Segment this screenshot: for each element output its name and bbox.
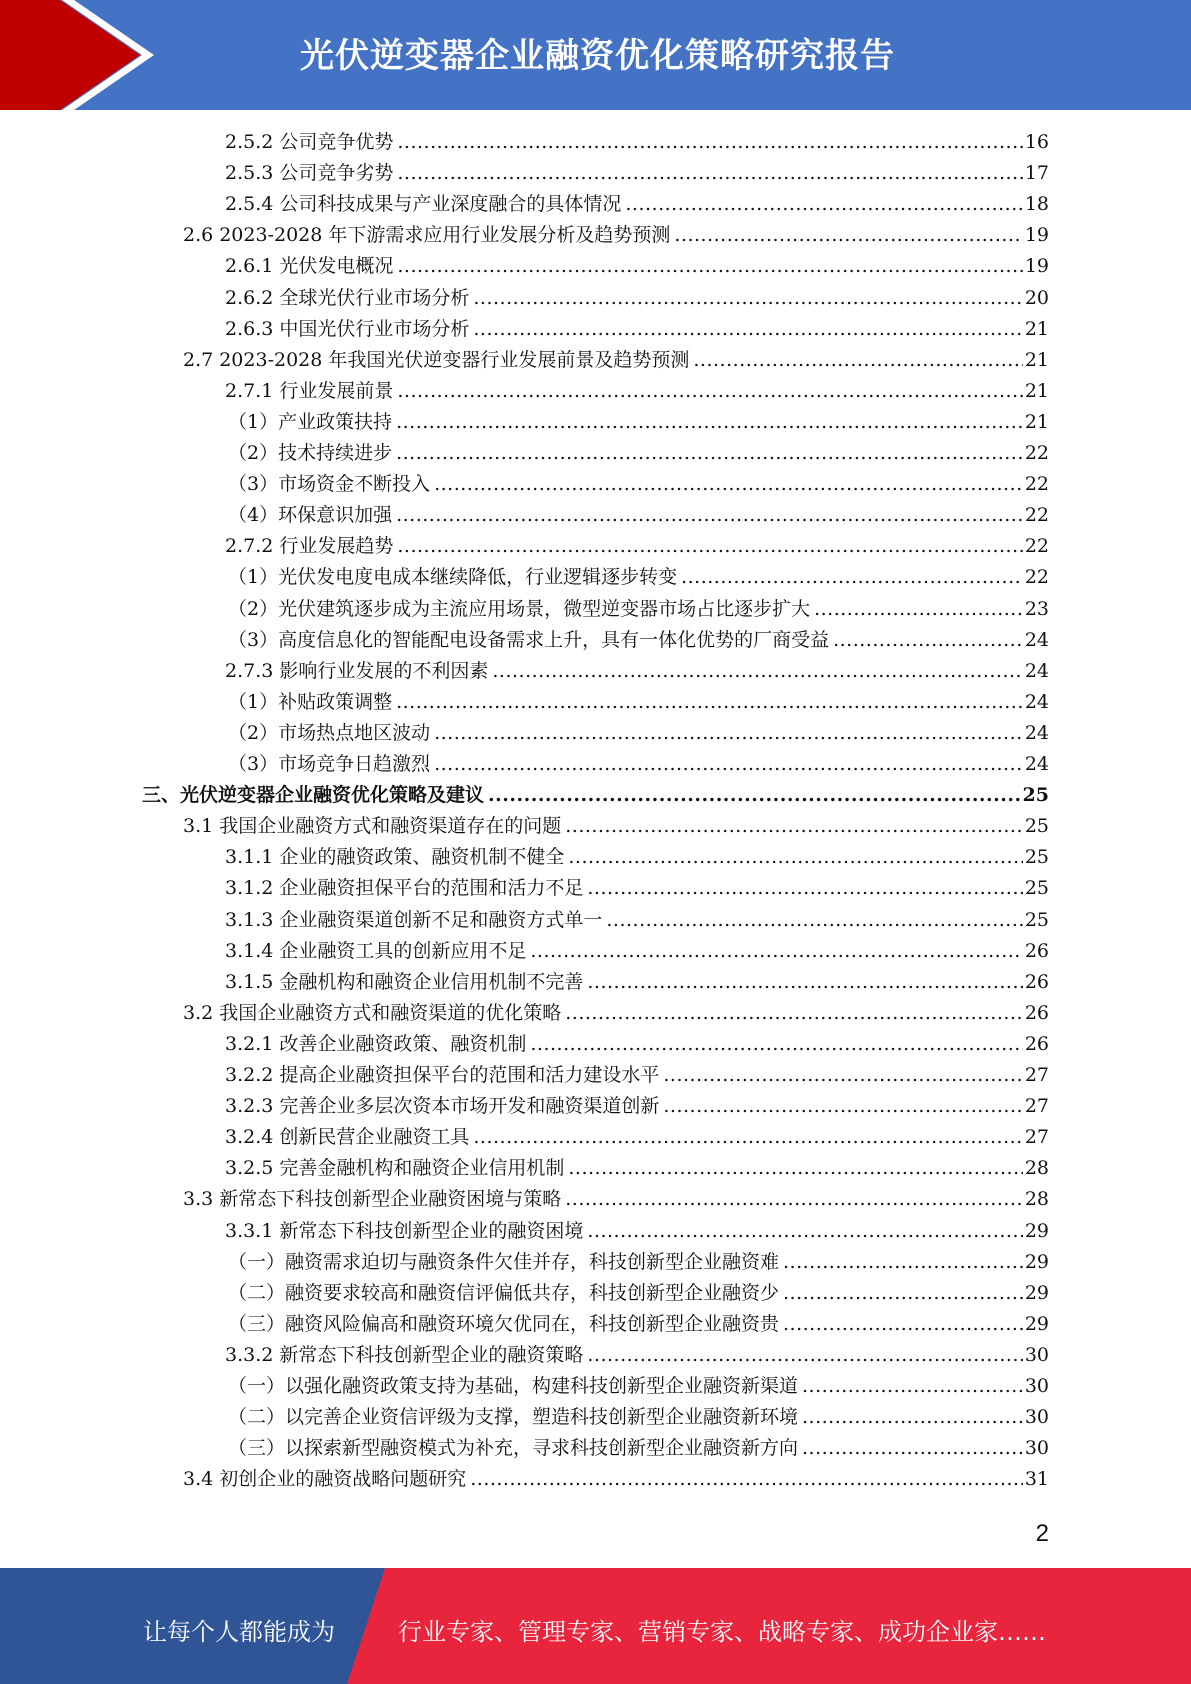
toc-entry-page: 28 — [1024, 1157, 1049, 1179]
toc-dot-leader — [393, 531, 1022, 562]
toc-entry[interactable] — [228, 687, 1049, 718]
toc-dot-leader — [392, 407, 1023, 438]
toc-entry[interactable] — [225, 656, 1049, 687]
toc-dot-leader — [621, 189, 1022, 220]
toc-entry[interactable] — [225, 967, 1049, 998]
toc-entry-title: 2023-2028 年下游需求应用行业发展分析及趋势预测 — [219, 224, 671, 246]
toc-entry-page: 22 — [1024, 535, 1049, 557]
toc-entry-number: 2.6 — [183, 224, 214, 246]
toc-dot-leader — [602, 905, 1022, 936]
toc-entry-number: 2.7.3 — [225, 660, 274, 682]
toc-entry[interactable] — [225, 158, 1049, 189]
toc-dot-leader — [810, 594, 1023, 625]
toc-entry-number: 3.2 — [183, 1002, 214, 1024]
toc-entry-number: 2.5.4 — [225, 193, 274, 215]
toc-dot-leader — [393, 376, 1022, 407]
toc-entry-number: 3.1.3 — [225, 909, 274, 931]
toc-entry-page: 25 — [1024, 846, 1049, 868]
toc-dot-leader — [484, 780, 1021, 811]
toc-entry-page: 20 — [1024, 287, 1049, 309]
toc-entry-page: 27 — [1024, 1126, 1049, 1148]
toc-dot-leader — [779, 1278, 1023, 1309]
toc-entry[interactable] — [228, 1247, 1049, 1278]
toc-dot-leader — [393, 158, 1022, 189]
toc-entry-title: 我国企业融资方式和融资渠道存在的问题 — [219, 815, 562, 837]
toc-entry-page: 19 — [1024, 224, 1049, 246]
toc-entry-page: 21 — [1024, 380, 1049, 402]
toc-entry-title: （二）融资要求较高和融资信评偏低共存，科技创新型企业融资少 — [228, 1282, 780, 1304]
toc-dot-leader — [469, 1122, 1022, 1153]
toc-dot-leader — [466, 1464, 1023, 1495]
toc-dot-leader — [561, 998, 1023, 1029]
toc-dot-leader — [430, 718, 1023, 749]
toc-dot-leader — [392, 500, 1023, 531]
toc-dot-leader — [689, 345, 1022, 376]
toc-entry-title: 提高企业融资担保平台的范围和活力建设水平 — [279, 1064, 660, 1086]
toc-entry-page: 25 — [1024, 877, 1049, 899]
toc-entry-page: 19 — [1024, 255, 1049, 277]
toc-entry-title: 我国企业融资方式和融资渠道的优化策略 — [219, 1002, 562, 1024]
toc-entry[interactable] — [228, 749, 1049, 780]
toc-entry-page: 28 — [1024, 1188, 1049, 1210]
toc-entry-number: 3.4 — [183, 1468, 214, 1490]
toc-entry-title: （3）市场竞争日趋激烈 — [228, 753, 431, 775]
toc-entry-title: 企业的融资政策、融资机制不健全 — [279, 846, 565, 868]
toc-entry-title: 企业融资担保平台的范围和活力不足 — [279, 877, 584, 899]
toc-dot-leader — [393, 127, 1022, 158]
toc-entry-title: （2）市场热点地区波动 — [228, 722, 431, 744]
toc-entry-title: 金融机构和融资企业信用机制不完善 — [279, 971, 584, 993]
toc-entry-page: 29 — [1024, 1251, 1049, 1273]
toc-entry[interactable] — [225, 1216, 1049, 1247]
toc-entry[interactable] — [225, 873, 1049, 904]
toc-dot-leader — [583, 967, 1022, 998]
toc-entry-title: 公司竞争优势 — [279, 131, 394, 153]
toc-entry[interactable] — [228, 500, 1049, 531]
toc-entry-title: 光伏发电概况 — [279, 255, 394, 277]
toc-entry-title: 行业发展前景 — [279, 380, 394, 402]
toc-entry-title: 2023-2028 年我国光伏逆变器行业发展前景及趋势预测 — [219, 349, 690, 371]
toc-entry-page: 29 — [1024, 1220, 1049, 1242]
toc-entry-title: 企业融资渠道创新不足和融资方式单一 — [279, 909, 603, 931]
toc-entry-number: 3.3.2 — [225, 1344, 274, 1366]
toc-entry-page: 24 — [1024, 660, 1049, 682]
toc-entry[interactable] — [225, 251, 1049, 282]
toc-dot-leader — [526, 936, 1022, 967]
toc-dot-leader — [677, 562, 1023, 593]
toc-entry-number: 3.3 — [183, 1188, 214, 1210]
toc-entry-number: 2.5.2 — [225, 131, 274, 153]
toc-entry[interactable] — [228, 469, 1049, 500]
toc-dot-leader — [392, 438, 1023, 469]
toc-entry[interactable] — [225, 1091, 1049, 1122]
toc-dot-leader — [430, 469, 1023, 500]
toc-entry[interactable] — [183, 1464, 1049, 1495]
toc-entry[interactable] — [183, 220, 1049, 251]
report-header-banner — [0, 0, 1191, 110]
footer-slogan-right: 行业专家、管理专家、营销专家、战略专家、成功企业家…… — [398, 1618, 1046, 1646]
toc-entry-number: 3.3.1 — [225, 1220, 274, 1242]
toc-entry-page: 26 — [1024, 940, 1049, 962]
toc-dot-leader — [583, 1340, 1022, 1371]
toc-entry-page: 24 — [1024, 691, 1049, 713]
toc-entry[interactable] — [225, 1060, 1049, 1091]
toc-entry-page: 30 — [1024, 1437, 1049, 1459]
toc-dot-leader — [469, 314, 1022, 345]
toc-dot-leader — [392, 687, 1023, 718]
toc-entry-page: 18 — [1024, 193, 1049, 215]
toc-dot-leader — [798, 1402, 1023, 1433]
toc-entry-title: 初创企业的融资战略问题研究 — [219, 1468, 467, 1490]
toc-entry[interactable] — [228, 1402, 1049, 1433]
footer-banner — [0, 1568, 1191, 1684]
toc-entry-title: （1）产业政策扶持 — [228, 411, 393, 433]
toc-entry[interactable] — [225, 1029, 1049, 1060]
toc-entry[interactable] — [228, 718, 1049, 749]
toc-entry-page: 24 — [1024, 629, 1049, 651]
toc-entry-page: 25 — [1024, 815, 1049, 837]
toc-dot-leader — [564, 842, 1022, 873]
toc-entry-title: （3）市场资金不断投入 — [228, 473, 431, 495]
toc-entry-title: （1）光伏发电度电成本继续降低，行业逻辑逐步转变 — [228, 566, 678, 588]
toc-entry[interactable] — [183, 345, 1049, 376]
toc-dot-leader — [564, 1153, 1022, 1184]
toc-entry-page: 21 — [1024, 349, 1049, 371]
toc-entry-title: 新常态下科技创新型企业融资困境与策略 — [219, 1188, 562, 1210]
toc-entry-title: 三、光伏逆变器企业融资优化策略及建议 — [142, 784, 485, 806]
report-title: 光伏逆变器企业融资优化策略研究报告 — [300, 36, 895, 76]
toc-entry-number: 2.7.2 — [225, 535, 274, 557]
toc-dot-leader — [798, 1433, 1023, 1464]
toc-entry-title: 中国光伏行业市场分析 — [279, 318, 470, 340]
toc-entry-page: 22 — [1024, 442, 1049, 464]
toc-entry[interactable] — [228, 1433, 1049, 1464]
toc-dot-leader — [488, 656, 1022, 687]
toc-entry-page: 26 — [1024, 1033, 1049, 1055]
toc-entry[interactable] — [225, 531, 1049, 562]
toc-entry-number: 3.2.3 — [225, 1095, 274, 1117]
toc-dot-leader — [798, 1371, 1023, 1402]
toc-entry-page: 31 — [1024, 1468, 1049, 1490]
toc-entry-number: 3.1.5 — [225, 971, 274, 993]
toc-entry-page: 25 — [1022, 784, 1049, 806]
toc-entry-title: （一）融资需求迫切与融资条件欠佳并存，科技创新型企业融资难 — [228, 1251, 780, 1273]
toc-entry-page: 24 — [1024, 753, 1049, 775]
toc-entry-page: 21 — [1024, 411, 1049, 433]
toc-entry-title: （4）环保意识加强 — [228, 504, 393, 526]
toc-entry-number: 3.2.4 — [225, 1126, 274, 1148]
toc-entry[interactable] — [228, 1309, 1049, 1340]
toc-dot-leader — [583, 873, 1022, 904]
toc-entry-title: （3）高度信息化的智能配电设备需求上升，具有一体化优势的厂商受益 — [228, 629, 830, 651]
toc-entry-number: 2.7.1 — [225, 380, 274, 402]
toc-entry[interactable] — [225, 1122, 1049, 1153]
toc-entry-page: 21 — [1024, 318, 1049, 340]
toc-entry-number: 3.2.5 — [225, 1157, 274, 1179]
toc-entry-title: 完善金融机构和融资企业信用机制 — [279, 1157, 565, 1179]
toc-dot-leader — [561, 811, 1023, 842]
toc-dot-leader — [561, 1184, 1023, 1215]
footer-slogan-left: 让每个人都能成为 — [143, 1618, 335, 1646]
toc-dot-leader — [526, 1029, 1022, 1060]
toc-entry-page: 26 — [1024, 1002, 1049, 1024]
toc-entry[interactable] — [228, 438, 1049, 469]
toc-entry-number: 2.5.3 — [225, 162, 274, 184]
toc-entry-title: 完善企业多层次资本市场开发和融资渠道创新 — [279, 1095, 660, 1117]
toc-entry[interactable] — [228, 625, 1049, 656]
toc-entry-number: 3.2.2 — [225, 1064, 274, 1086]
toc-entry[interactable] — [142, 780, 1049, 811]
toc-entry-title: 新常态下科技创新型企业的融资策略 — [279, 1344, 584, 1366]
toc-dot-leader — [393, 251, 1022, 282]
toc-entry-page: 22 — [1024, 504, 1049, 526]
toc-entry-title: 改善企业融资政策、融资机制 — [279, 1033, 527, 1055]
toc-entry-title: （2）光伏建筑逐步成为主流应用场景，微型逆变器市场占比逐步扩大 — [228, 598, 811, 620]
toc-dot-leader — [779, 1247, 1023, 1278]
toc-entry-page: 29 — [1024, 1313, 1049, 1335]
toc-entry-page: 16 — [1024, 131, 1049, 153]
toc-entry-title: 全球光伏行业市场分析 — [279, 287, 470, 309]
toc-dot-leader — [829, 625, 1023, 656]
toc-entry-title: 公司竞争劣势 — [279, 162, 394, 184]
toc-entry[interactable] — [228, 407, 1049, 438]
toc-entry[interactable] — [183, 998, 1049, 1029]
toc-entry-title: （三）以探索新型融资模式为补充，寻求科技创新型企业融资新方向 — [228, 1437, 799, 1459]
toc-entry-number: 3.1.1 — [225, 846, 274, 868]
toc-entry-page: 29 — [1024, 1282, 1049, 1304]
toc-entry[interactable] — [225, 127, 1049, 158]
toc-dot-leader — [670, 220, 1022, 251]
toc-entry[interactable] — [225, 842, 1049, 873]
toc-entry-number: 3.1.4 — [225, 940, 274, 962]
toc-dot-leader — [583, 1216, 1022, 1247]
toc-entry[interactable] — [225, 1340, 1049, 1371]
toc-entry[interactable] — [228, 1278, 1049, 1309]
toc-dot-leader — [469, 283, 1022, 314]
toc-dot-leader — [779, 1309, 1023, 1340]
toc-entry-title: （三）融资风险偏高和融资环境欠优同在，科技创新型企业融资贵 — [228, 1313, 780, 1335]
toc-entry-page: 23 — [1024, 598, 1049, 620]
toc-entry-number: 2.7 — [183, 349, 214, 371]
toc-entry[interactable] — [225, 905, 1049, 936]
toc-entry[interactable] — [225, 376, 1049, 407]
toc-entry-title: 行业发展趋势 — [279, 535, 394, 557]
toc-entry[interactable] — [225, 283, 1049, 314]
toc-entry-title: （1）补贴政策调整 — [228, 691, 393, 713]
toc-entry-title: 企业融资工具的创新应用不足 — [279, 940, 527, 962]
toc-entry-title: 新常态下科技创新型企业的融资困境 — [279, 1220, 584, 1242]
toc-entry-page: 30 — [1024, 1344, 1049, 1366]
toc-entry-title: （二）以完善企业资信评级为支撑，塑造科技创新型企业融资新环境 — [228, 1406, 799, 1428]
toc-entry-number: 2.6.3 — [225, 318, 274, 340]
toc-entry-page: 25 — [1024, 909, 1049, 931]
toc-entry-page: 22 — [1024, 473, 1049, 495]
toc-entry-page: 24 — [1024, 722, 1049, 744]
toc-dot-leader — [430, 749, 1023, 780]
toc-entry-page: 30 — [1024, 1406, 1049, 1428]
toc-entry-title: 影响行业发展的不利因素 — [279, 660, 489, 682]
toc-entry-title: 创新民营企业融资工具 — [279, 1126, 470, 1148]
toc-entry[interactable] — [183, 811, 1049, 842]
toc-dot-leader — [659, 1091, 1022, 1122]
toc-entry-page: 22 — [1024, 566, 1049, 588]
toc-entry-page: 30 — [1024, 1375, 1049, 1397]
toc-entry-title: 公司科技成果与产业深度融合的具体情况 — [279, 193, 622, 215]
toc-entry-page: 27 — [1024, 1095, 1049, 1117]
toc-entry[interactable] — [225, 1153, 1049, 1184]
toc-entry-number: 3.2.1 — [225, 1033, 274, 1055]
toc-entry-page: 26 — [1024, 971, 1049, 993]
toc-entry[interactable] — [225, 314, 1049, 345]
toc-entry-number: 3.1.2 — [225, 877, 274, 899]
toc-entry-title: （2）技术持续进步 — [228, 442, 393, 464]
toc-entry-title: （一）以强化融资政策支持为基础，构建科技创新型企业融资新渠道 — [228, 1375, 799, 1397]
page-number: 2 — [1035, 1520, 1049, 1547]
toc-entry-number: 3.1 — [183, 815, 214, 837]
toc-entry-number: 2.6.2 — [225, 287, 274, 309]
toc-entry[interactable] — [228, 1371, 1049, 1402]
toc-entry-number: 2.6.1 — [225, 255, 274, 277]
toc-entry-page: 27 — [1024, 1064, 1049, 1086]
toc-entry-page: 17 — [1024, 162, 1049, 184]
toc-entry[interactable] — [183, 1184, 1049, 1215]
toc-entry[interactable] — [225, 189, 1049, 220]
toc-entry[interactable] — [225, 936, 1049, 967]
toc-entry[interactable] — [228, 594, 1049, 625]
toc-dot-leader — [659, 1060, 1022, 1091]
toc-entry[interactable] — [228, 562, 1049, 593]
